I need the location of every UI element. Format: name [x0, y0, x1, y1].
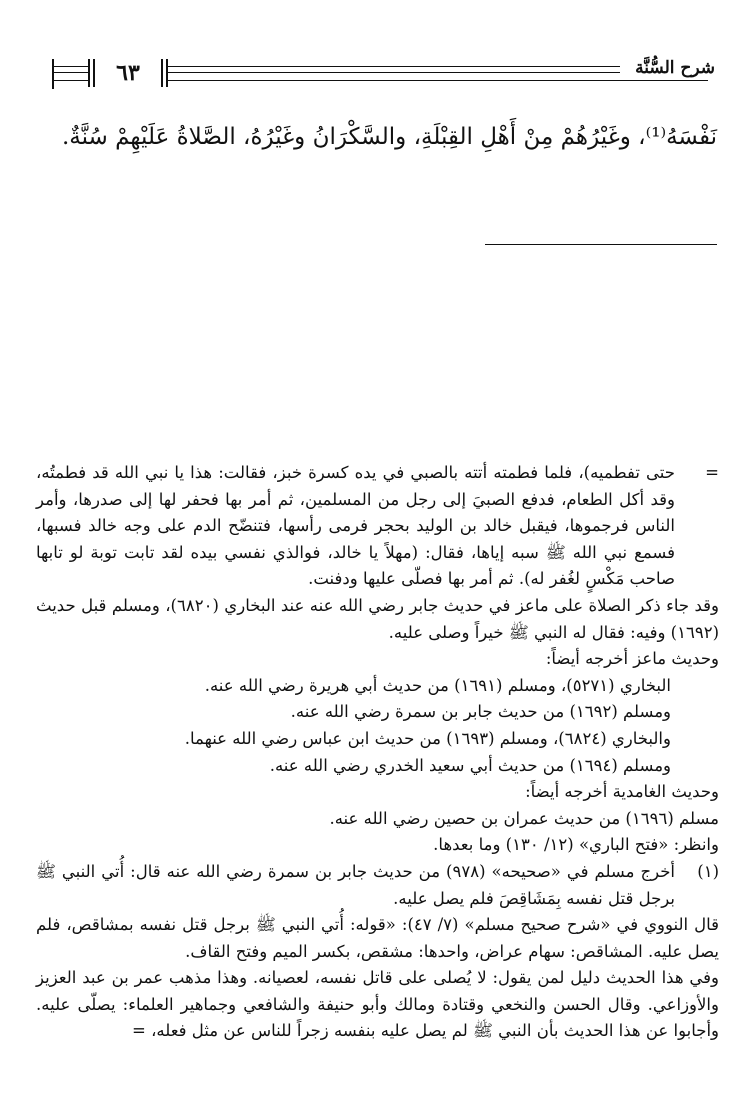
- footnote-paragraph: حتى تفطميه)، فلما فطمته أتته بالصبي في يده كسرة خبز، فقالت: هذا يا نبي الله قد فطمتُه، وقد أكل الطعام، فدفع الصبيَ إلى رجل من المسلمين، ثم أمر بها فحفر لها إلى صدرها، وأمر الناس فرجموها، فيقبل خالد بن الوليد بحجر فرمى رأسها، فتنضّح الدم على وجه خالد فسبها، فسمع نبي الله ﷺ سبه إياها، فقال: (مهلاً يا خالد، فوالذي نفسي بيده لقد تابت توبة لو تابها صاحب مَكْسٍ لغُفر له). ثم أمر بها فصلّى عليها ودفنت.: [36, 463, 675, 589]
- page-number-box: [88, 57, 168, 89]
- footnote-paragraph: وحديث ماعز أخرجه أيضاً:: [545, 649, 719, 669]
- footnote-paragraph: أخرج مسلم في «صحيحه» (٩٧٨) من حديث جابر بن سمرة رضي الله عنه قال: أُتي النبي ﷺ برجل قتل نفسه بِمَشَاقِصَ فلم يصل عليه.: [36, 861, 675, 908]
- footnotes: [36, 224, 719, 1045]
- reference-line: وانظر: «فتح الباري» (١٢/ ١٣٠) وما بعدها.: [433, 835, 719, 855]
- footnote-block: [36, 912, 719, 1045]
- reference-line: ومسلم (١٦٩٤) من حديث أبي سعيد الخدري رضي الله عنه.: [269, 755, 671, 775]
- footnote-paragraph: وقد جاء ذكر الصلاة على ماعز في حديث جابر رضي الله عنه عند البخاري (٦٨٢٠)، ومسلم قبل حديث (١٦٩٢) وفيه: فقال له النبي ﷺ خيراً وصلى عليه.: [36, 595, 719, 642]
- footnote-continued: [36, 460, 719, 593]
- footnote-marker: (١): [697, 861, 719, 881]
- footnote-1: [36, 859, 719, 912]
- footnote-block: [36, 593, 719, 859]
- reference-line: ومسلم (١٦٩٢) من حديث جابر بن سمرة رضي الله عنه.: [290, 702, 671, 722]
- book-title: شرح السُّنَّة: [635, 58, 715, 78]
- page-number: ٦٣: [116, 60, 140, 86]
- footnote-paragraph: قال النووي في «شرح صحيح مسلم» (٧/ ٤٧): «قوله: أُتي النبي ﷺ برجل قتل نفسه بمشاقص، فلم يصل عليه. المشاقص: سهام عراض، واحدها: مشقص، بكسر الميم وفتح القاف.: [36, 915, 719, 961]
- main-text: نَفْسَهُ⁽¹⁾، وغَيْرُهُمْ مِنْ أَهْلِ القِبْلَةِ، والسَّكْرَانُ وغَيْرُهُ، الصَّلاةُ عَلَيْهِمْ سُنَّةٌ.: [61, 124, 717, 150]
- reference-line: مسلم (١٦٩٦) من حديث عمران بن حصين رضي الله عنه.: [329, 808, 719, 828]
- reference-line: والبخاري (٦٨٢٤)، ومسلم (١٦٩٣) من حديث ابن عباس رضي الله عنهما.: [184, 728, 671, 748]
- footnote-paragraph: وفي هذا الحديث دليل لمن يقول: لا يُصلى على قاتل نفسه، لعصيانه. وهذا مذهب عمر بن عبد العزيز والأوزاعي. وقال الحسن والنخعي وقتادة ومالك وأبو حنيفة والشافعي وجماهير العلماء: يصلّى عليه. وأجابوا عن هذا الحديث بأن النبي ﷺ لم يصل عليه بنفسه زجراً للناس عن مثل فعله، =: [36, 968, 719, 1041]
- footnote-paragraph: وحديث الغامدية أخرجه أيضاً:: [525, 782, 719, 802]
- reference-line: البخاري (٥٢٧١)، ومسلم (١٦٩١) من حديث أبي هريرة رضي الله عنه.: [204, 675, 671, 695]
- footnote-marker: =: [705, 463, 719, 482]
- header-frame-left: [52, 59, 54, 89]
